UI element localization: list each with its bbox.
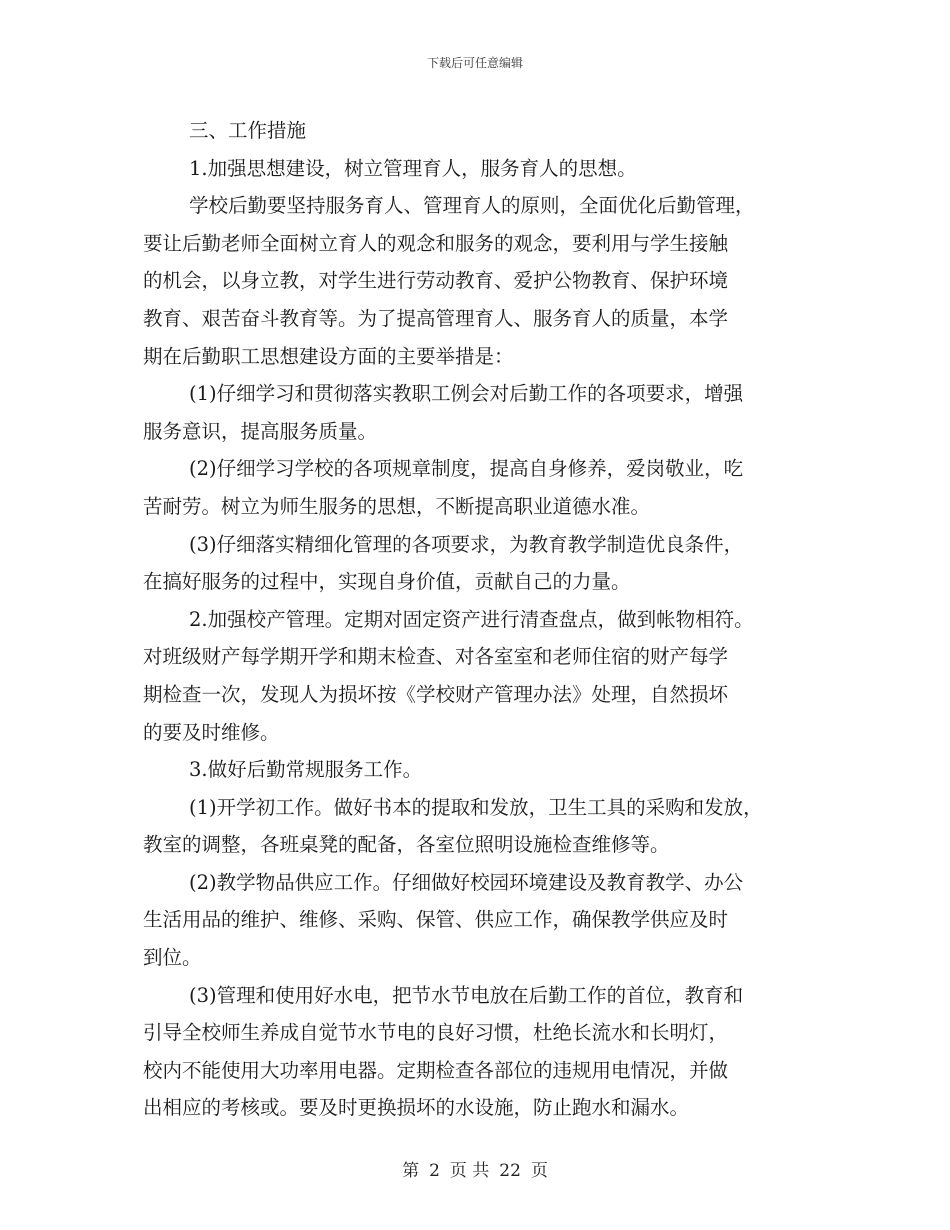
footer-suffix: 页 (530, 1161, 548, 1181)
text-line: (2)教学物品供应工作。仔细做好校园环境建设及教育教学、办公 (189, 870, 744, 894)
footer-middle: 页 共 (449, 1161, 490, 1181)
text-line: (1)开学初工作。做好书本的提取和发放，卫生工具的采购和发放， (189, 795, 763, 819)
text-line: 要让后勤老师全面树立育人的观念和服务的观念，要利用与学生接触 (143, 231, 729, 255)
text-line: 服务意识，提高服务质量。 (143, 419, 378, 443)
text-line: 到位。 (143, 946, 202, 970)
text-line: 引导全校师生养成自觉节水节电的良好习惯，杜绝长流水和长明灯， (143, 1021, 729, 1045)
text-line: 期在后勤职工思想建设方面的主要举措是： (143, 344, 514, 368)
text-line: (3)管理和使用好水电，把节水节电放在后勤工作的首位，教育和 (189, 983, 744, 1007)
text-line: (2)仔细学习学校的各项规章制度，提高自身修养，爱岗敬业，吃 (189, 457, 744, 481)
text-line: 的机会，以身立教，对学生进行劳动教育、爱护公物教育、保护环境 (143, 269, 729, 293)
text-line: 出相应的考核或。要及时更换损坏的水设施，防止跑水和漏水。 (143, 1096, 690, 1120)
document-body (143, 112, 811, 1127)
text-line: 教室的调整，各班桌凳的配备，各室位照明设施检查维修等。 (143, 833, 670, 857)
text-line: 3.做好后勤常规服务工作。 (189, 758, 423, 782)
text-line: 三、工作措施 (189, 119, 307, 142)
text-line: (3)仔细落实精细化管理的各项要求，为教育教学制造优良条件， (189, 532, 744, 556)
text-line: 教育、艰苦奋斗教育等。为了提高管理育人、服务育人的质量，本学 (143, 306, 729, 330)
current-page-number: 2 (429, 1161, 440, 1181)
text-line: 生活用品的维护、维修、采购、保管、供应工作，确保教学供应及时 (143, 908, 729, 932)
text-line: (1)仔细学习和贯彻落实教职工例会对后勤工作的各项要求，增强 (189, 382, 744, 406)
text-line: 苦耐劳。树立为师生服务的思想，不断提高职业道德水准。 (143, 494, 651, 518)
text-line: 校内不能使用大功率用电器。定期检查各部位的违规用电情况，并做 (143, 1058, 729, 1082)
total-page-count: 22 (499, 1161, 521, 1181)
footer-prefix: 第 (402, 1161, 420, 1181)
text-line: 学校后勤要坚持服务育人、管理育人的原则，全面优化后勤管理， (189, 194, 755, 218)
page-footer (0, 1156, 950, 1181)
text-line: 在搞好服务的过程中，实现自身价值，贡献自己的力量。 (143, 570, 631, 594)
text-line: 期检查一次，发现人为损坏按《学校财产管理办法》处理，自然损坏 (143, 682, 729, 706)
text-line: 1.加强思想建设，树立管理育人，服务育人的思想。 (189, 156, 637, 180)
text-line: 的要及时维修。 (143, 720, 280, 744)
page-header: 下载后可任意编辑 (426, 56, 523, 70)
text-line: 对班级财产每学期开学和期末检查、对各室室和老师住宿的财产每学 (143, 645, 729, 669)
text-line: 2.加强校产管理。定期对固定资产进行清查盘点，做到帐物相符。 (189, 607, 754, 631)
